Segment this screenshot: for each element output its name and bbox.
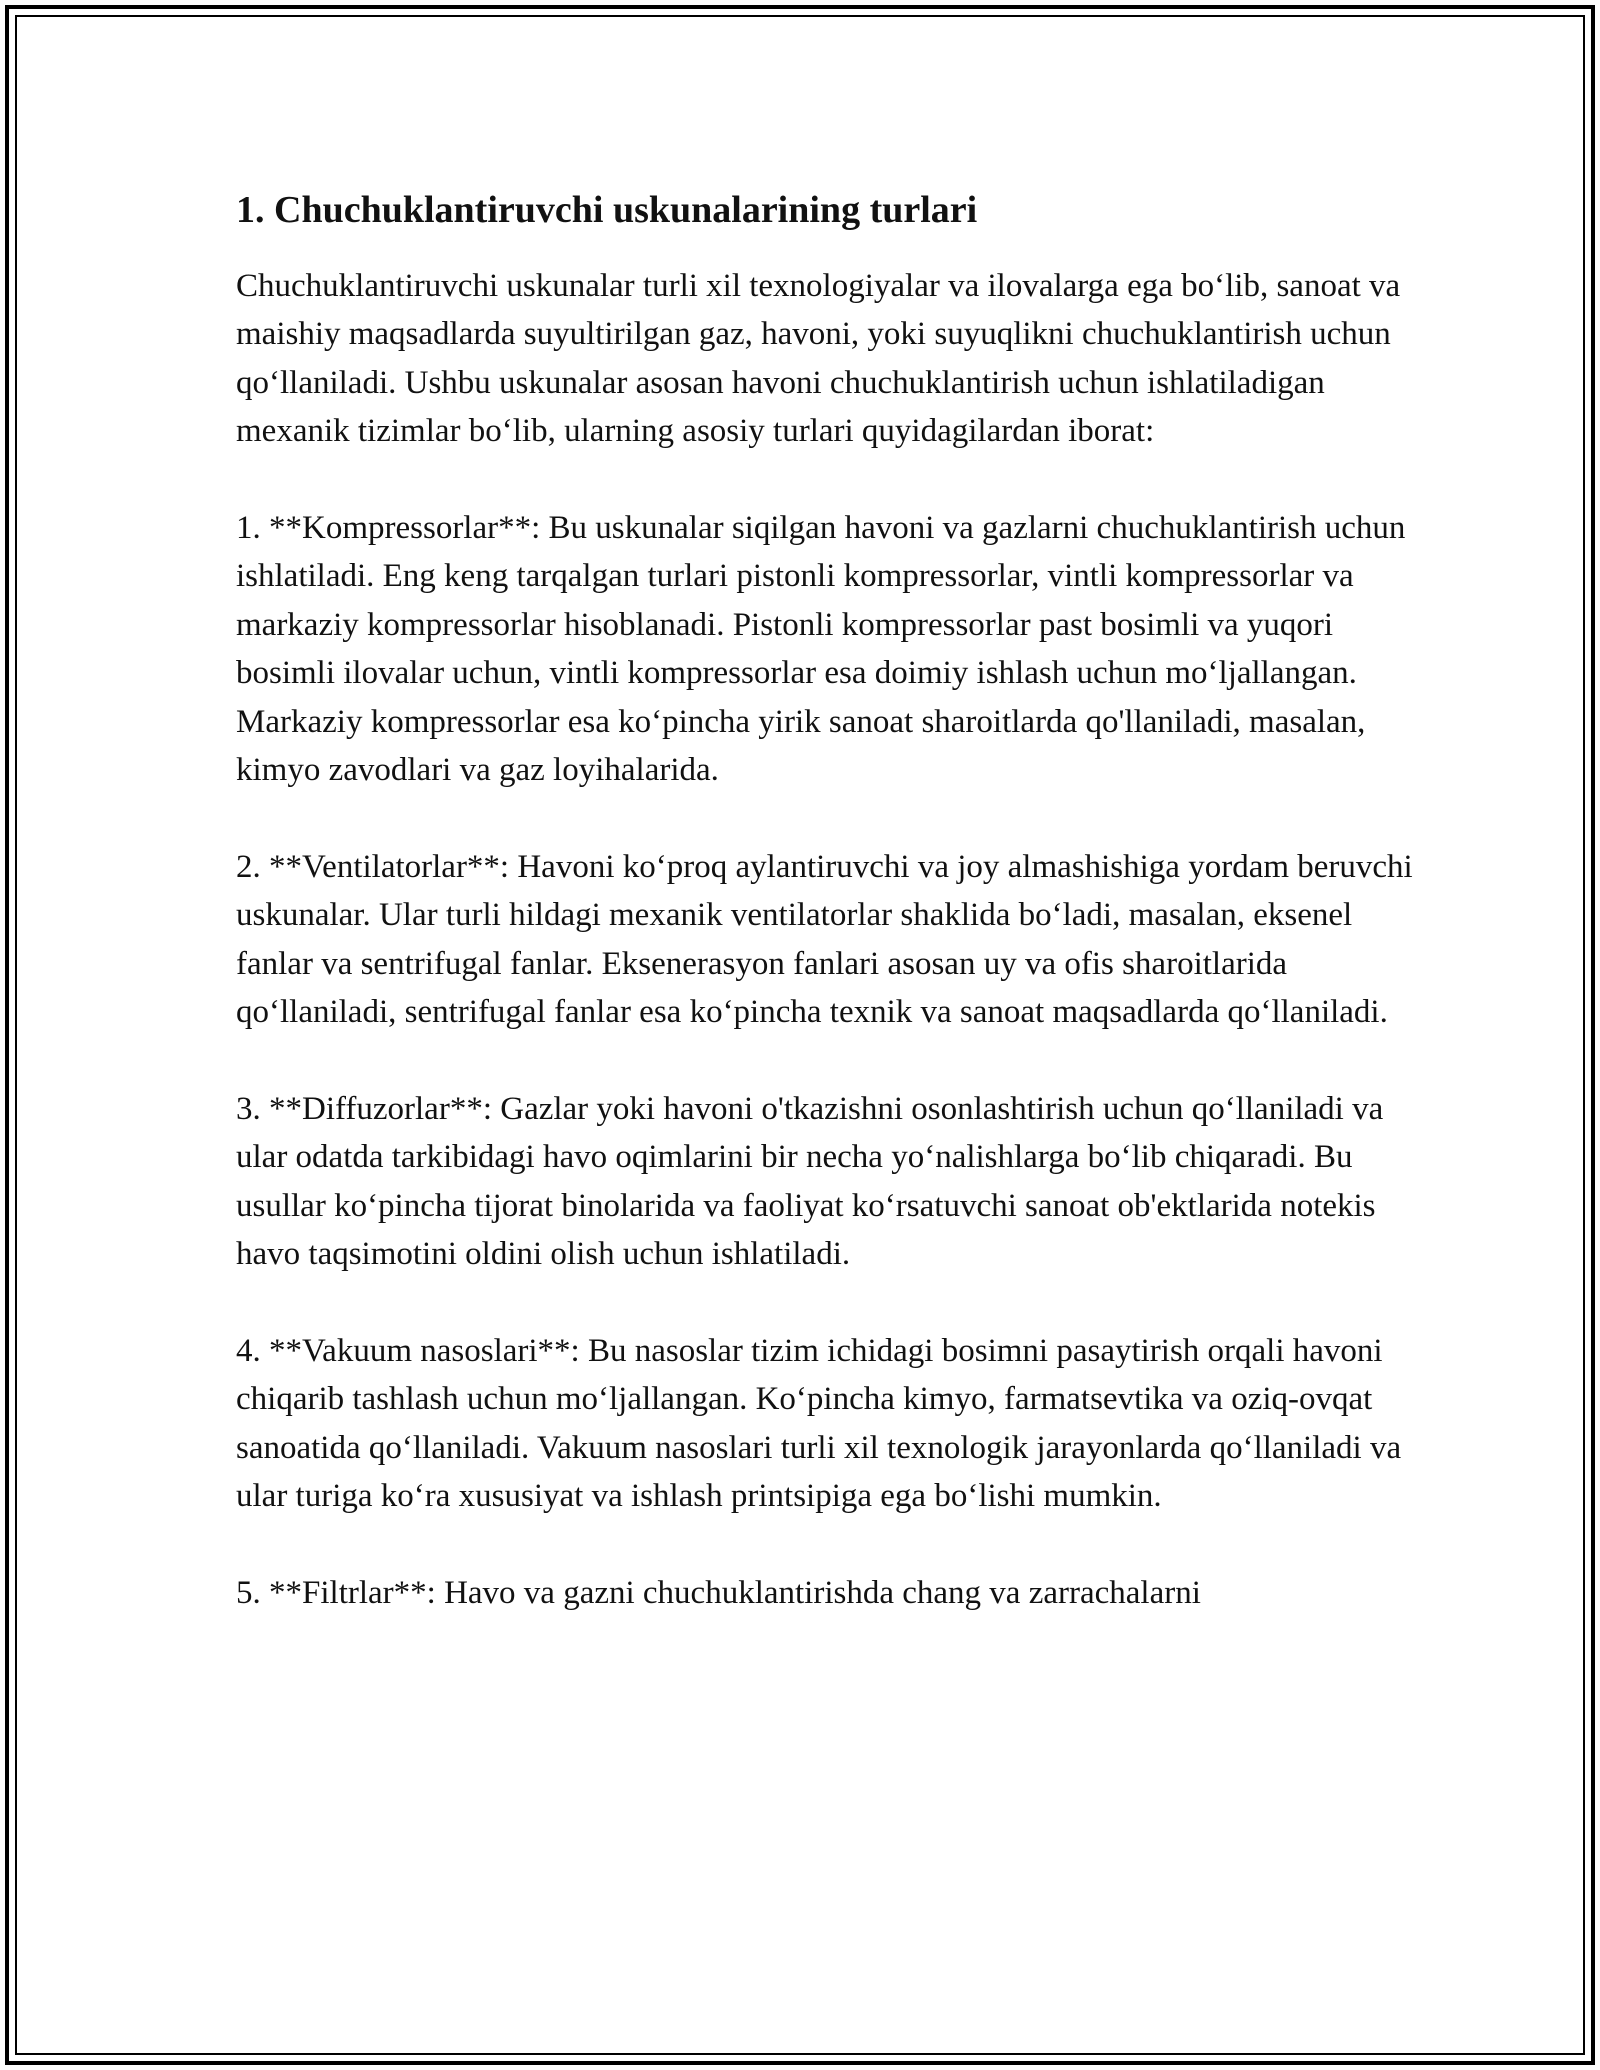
document-title: 1. Chuchuklantiruvchi uskunalarining turlari — [236, 189, 978, 231]
paragraph-intro: Chuchuklantiruvchi uskunalar turli xil texnologiyalar va ilovalarga ega bo‘lib, sanoat va maishiy maqsadlarda suyultirilgan gaz, havoni, yoki suyuqlikni chuchuklantirish uchun qo‘llaniladi. Ushbu uskunalar asosan havoni chuchuklantirish uchun ishlatiladigan mexanik tizimlar bo‘lib, ularning asosiy turlari quyidagilardan iborat: — [236, 268, 1401, 450]
paragraph-diffuzorlar: 3. **Diffuzorlar**: Gazlar yoki havoni o'tkazishni osonlashtirish uchun qo‘llaniladi va ular odatda tarkibidagi havo oqimlarini bir necha yo‘nalishlarga bo‘lib chiqaradi. Bu usullar ko‘pincha tijorat binolarida va faoliyat ko‘rsatuvchi sanoat ob'ektlarida notekis havo taqsimotini oldini olish uchun ishlatiladi. — [236, 1090, 1384, 1273]
document-body — [236, 186, 1416, 1666]
paragraph-kompressorlar: 1. **Kompressorlar**: Bu uskunalar siqilgan havoni va gazlarni chuchuklantirish uchun ishlatiladi. Eng keng tarqalgan turlari pistonli kompressorlar, vintli kompressorlar va markaziy kompressorlar hisoblanadi. Pistonli kompressorlar past bosimli va yuqori bosimli ilovalar uchun, vintli kompressorlar esa doimiy ishlash uchun mo‘ljallangan. Markaziy kompressorlar esa ko‘pincha yirik sanoat sharoitlarda qo'llaniladi, masalan, kimyo zavodlari va gaz loyihalarida. — [236, 510, 1406, 789]
paragraph-vakuum-nasoslari: 4. **Vakuum nasoslari**: Bu nasoslar tizim ichidagi bosimni pasaytirish orqali havoni chiqarib tashlash uchun mo‘ljallangan. Ko‘pincha kimyo, farmatsevtika va oziq-ovqat sanoatida qo‘llaniladi. Vakuum nasoslari turli xil texnologik jarayonlarda qo‘llaniladi va ular turiga ko‘ra xususiyat va ishlash printsipiga ega bo‘lishi mumkin. — [236, 1332, 1402, 1515]
paragraph-filtrlar: 5. **Filtrlar**: Havo va gazni chuchuklantirishda chang va zarrachalarni — [236, 1574, 1201, 1611]
paragraph-ventilatorlar: 2. **Ventilatorlar**: Havoni ko‘proq aylantiruvchi va joy almashishiga yordam beruvchi uskunalar. Ular turli hildagi mexanik ventilatorlar shaklida bo‘ladi, masalan, eksenel fanlar va sentrifugal fanlar. Eksenerasyon fanlari asosan uy va ofis sharoitlarida qo‘llaniladi, sentrifugal fanlar esa ko‘pincha texnik va sanoat maqsadlarda qo‘llaniladi. — [236, 848, 1413, 1031]
